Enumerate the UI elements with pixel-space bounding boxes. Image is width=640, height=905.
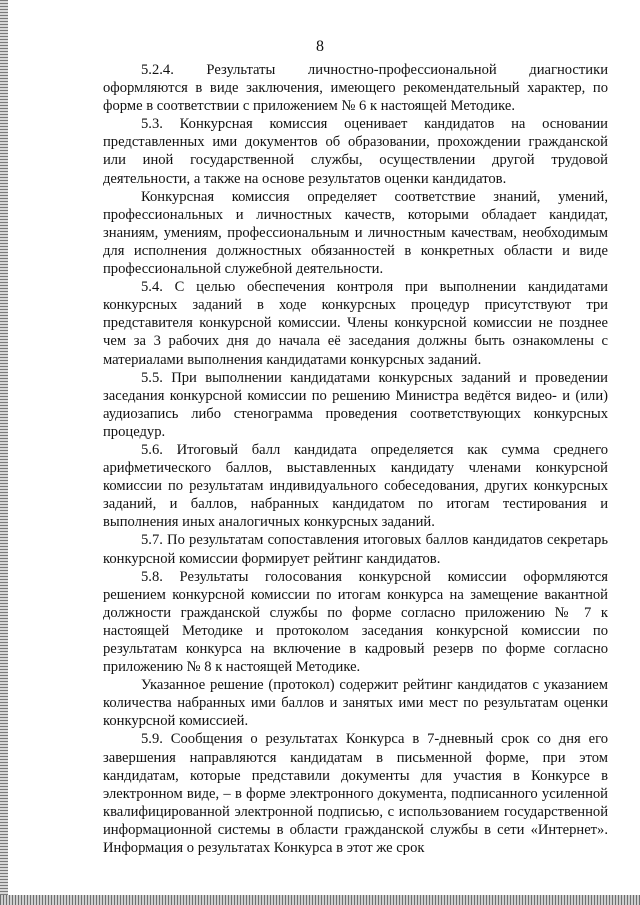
paragraph-5-5: 5.5. При выполнении кандидатами конкурсных заданий и проведении заседания конкурсной комиссии по решению Министра ведётся видео- и (или) аудиозапись либо стенограмма проведения соответствующих конкурсных процедур. [103, 369, 608, 440]
paragraph-5-3-continued: Конкурсная комиссия определяет соответствие знаний, умений, профессиональных и личностных качеств, которыми обладает кандидат, знаниям, умениям, профессиональным и личностным качествам, необходимым для исполнения должностных обязанностей в конкретных области и виде профессиональной служебной деятельности. [103, 188, 608, 278]
paragraph-5-4: 5.4. С целью обеспечения контроля при выполнении кандидатами конкурсных заданий в ходе конкурсных процедур присутствуют три представителя конкурсной комиссии. Члены конкурсной комиссии не позднее чем за 3 рабочих дня до начала её заседания должны быть ознакомлены с материалами выполнения кандидатами конкурсных заданий. [103, 279, 608, 368]
paragraph-5-3: 5.3. Конкурсная комиссия оценивает кандидатов на основании представленных ими документов об образовании, прохождении гражданской или иной государственной службы, осуществлении другой трудовой деятельности, а также на основе результатов оценки кандидатов. [103, 116, 608, 187]
scan-edge-bottom [0, 895, 640, 905]
paragraph-5-8: 5.8. Результаты голосования конкурсной комиссии оформляются решением конкурсной комиссии по итогам конкурса на замещение вакантной должности гражданской службы по форме согласно приложению № 7 к настоящей Методике и протоколом заседания конкурсной комиссии по результатам конкурса на включение в кадровый резерв по форме согласно приложению № 8 к настоящей Методике. [103, 568, 608, 676]
document-body [103, 61, 608, 857]
paragraph-5-9: 5.9. Сообщения о результатах Конкурса в 7-дневный срок со дня его завершения направляются кандидатам в письменной форме, при этом кандидатам, которые представили документы для участия в Конкурсе в электронном виде, – в форме электронного документа, подписанного усиленной квалифицированной электронной подписью, с использованием государственной информационной системы в области гражданской службы в сети «Интернет». Информация о результатах Конкурса в этот же срок [103, 731, 608, 857]
scan-edge-left [0, 0, 8, 905]
paragraph-5-8-continued: Указанное решение (протокол) содержит рейтинг кандидатов с указанием количества набранных ими баллов и занятых ими мест по результатам оценки конкурсной комиссией. [103, 677, 608, 730]
paragraph-5-6: 5.6. Итоговый балл кандидата определяется как сумма среднего арифметического баллов, выставленных кандидату членами конкурсной комиссии по результатам индивидуального собеседования, других конкурсных заданий, и баллов, набранных кандидатом по итогам тестирования и выполнения иных аналогичных конкурсных заданий. [103, 441, 608, 531]
page-number: 8 [316, 38, 324, 55]
paragraph-5-7: 5.7. По результатам сопоставления итоговых баллов кандидатов секретарь конкурсной комиссии формирует рейтинг кандидатов. [103, 532, 608, 567]
paragraph-5-2-4: 5.2.4. Результаты личностно-профессиональной диагностики оформляются в виде заключения, имеющего рекомендательный характер, по форме в соответствии с приложением № 6 к настоящей Методике. [103, 62, 608, 115]
